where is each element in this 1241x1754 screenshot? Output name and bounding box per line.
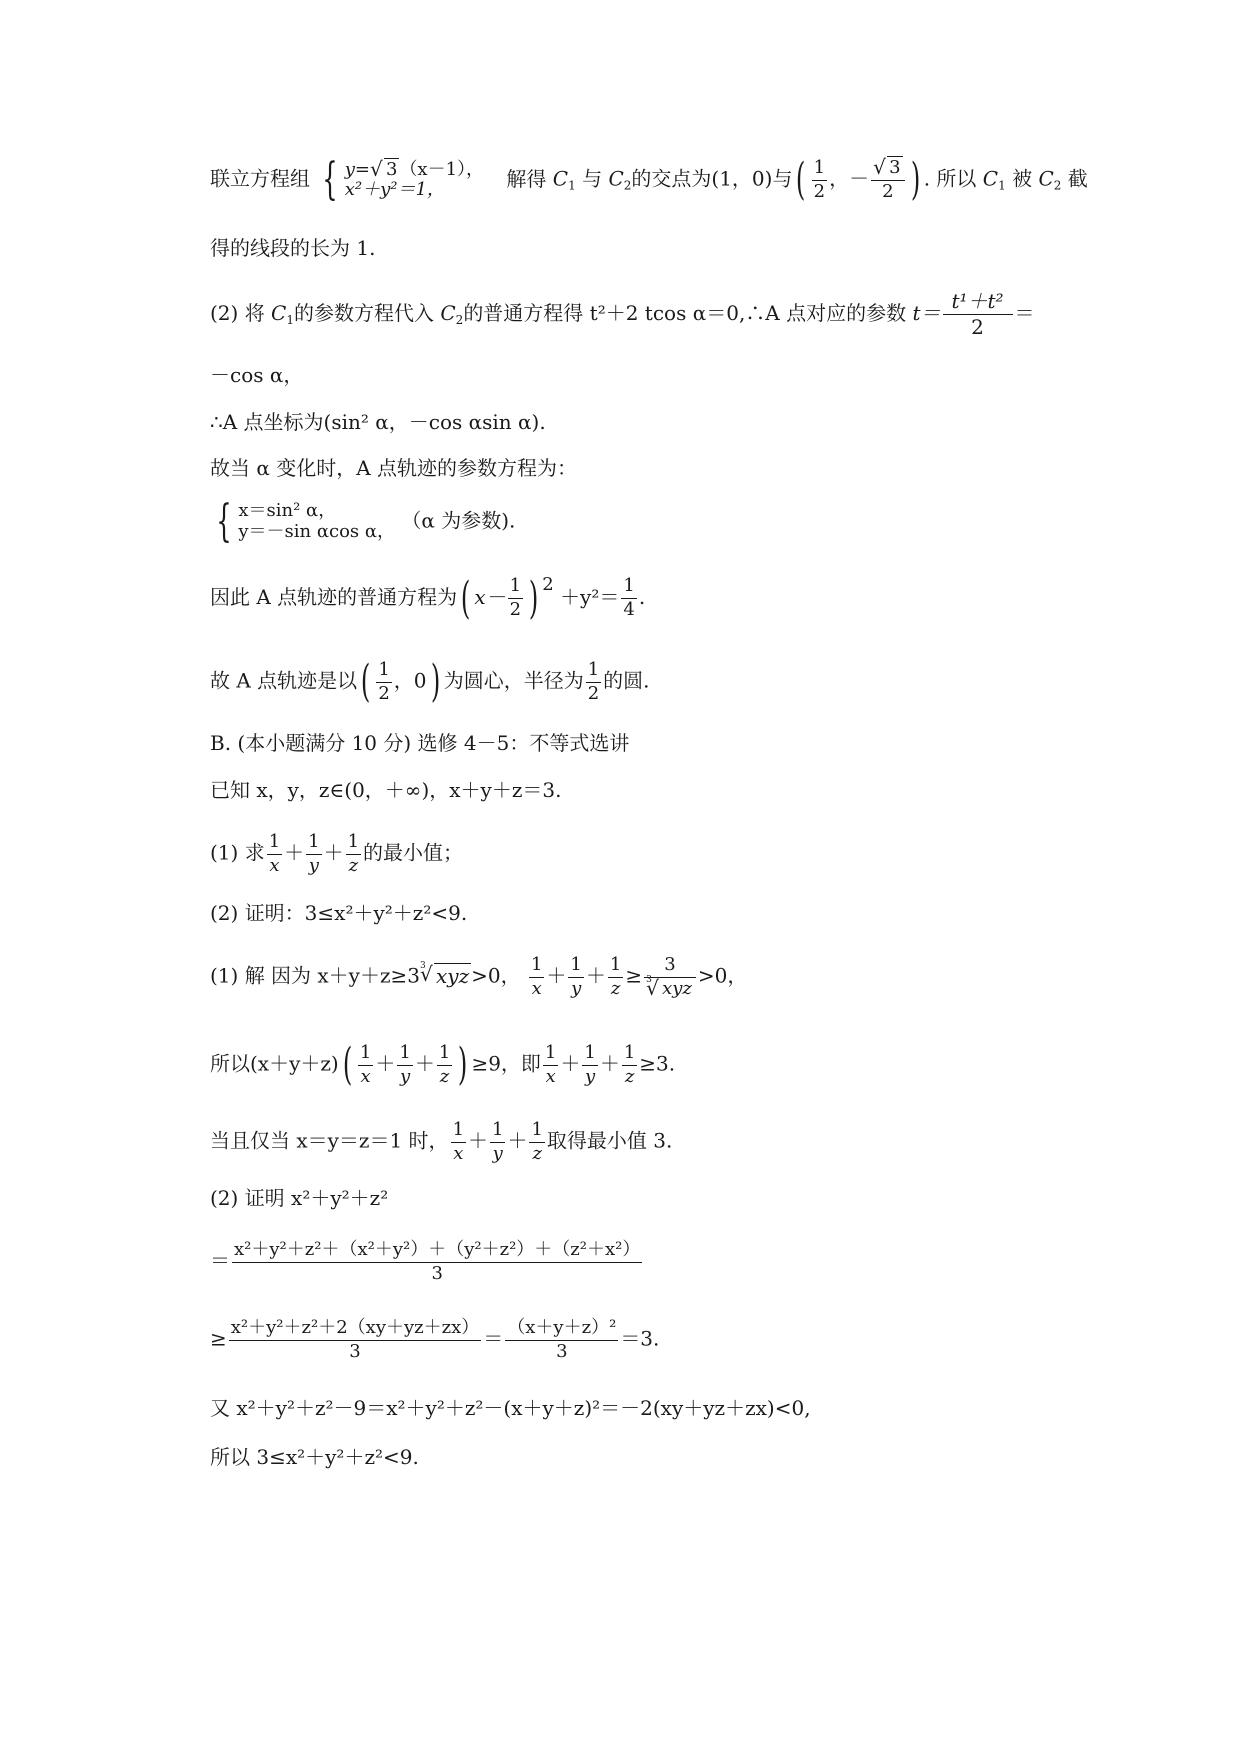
left-brace: { xyxy=(322,154,339,206)
text: 联立方程组 xyxy=(210,166,310,191)
line-4: －cos α， xyxy=(210,363,304,387)
line-21: 所以 3≤x²＋y²＋z²<9. xyxy=(210,1445,419,1469)
line-6: 故当 α 变化时，A 点轨迹的参数方程为： xyxy=(210,456,578,480)
line-8: 因此 A 点轨迹的普通方程为( x－ $\frac{1}{2}$ ) 2 ＋y²＝ $\frac{1}{4}$ . xyxy=(210,572,646,624)
line-14: (1) 解 因为 x＋y＋z≥3 √ 3 xyz >0， $\frac{1}{x}$ ＋ $\frac{1}{y}$ ＋ $\frac{1}{z}$ ≥ 3 √ 3 xyz >0， xyxy=(210,955,747,999)
line-5: ∴A 点坐标为(sin² α，－cos αsin α). xyxy=(210,410,546,434)
fraction: $\frac{\text{x²＋y²＋z²＋（x²＋y²）＋（y²＋z²）＋（z²＋x²）}}{3}$ xyxy=(234,1239,641,1284)
line-15: 所以(x＋y＋z)( $\frac{1}{x}$ ＋ $\frac{1}{y}$ ＋ $\frac{1}{z}$ ) ≥9，即 $\frac{1}{x}$ ＋ $\frac{1}{y}$ ＋ $\frac{1}{z}$ ≥3. xyxy=(210,1039,676,1091)
line-1: 联立方程组 { y=√ 3 （x－1）， x²＋y²＝1， 解得 $C_1$ 与 $C_2$的交点为(1，0)与( $\frac{1}{2}$ ，－ √ $\frac{3}{2}$ ) . 所以 $C_1$ 被 $C_2$ 截 xyxy=(210,158,1088,202)
line-7: { x＝sin² α， y＝－sin αcos α， （α 为参数). xyxy=(216,496,516,547)
line-3: (2) 将 $C_1$的参数方程代入 $C_2$的普通方程得 t²＋2 tcos α＝0,∴A 点对应的参数 t＝ $\frac{\text{t¹＋t²}}{2}$ ＝ xyxy=(210,289,1035,339)
line-18: ＝ $\frac{\text{x²＋y²＋z²＋（x²＋y²）＋（y²＋z²）＋（z²＋x²）}}{3}$ xyxy=(210,1239,641,1284)
sqrt: √ 3 xyxy=(370,160,399,181)
fraction: $\frac{1}{4}$ xyxy=(623,575,635,620)
fraction: √ $\frac{3}{2}$ xyxy=(871,158,904,202)
line-9: 故 A 点轨迹是以( $\frac{1}{2}$ ，0) 为圆心，半径为 $\frac{1}{2}$ 的圆. xyxy=(210,656,650,708)
line-2: 得的线段的长为 1. xyxy=(210,236,376,260)
left-brace: { xyxy=(216,496,232,547)
line-20: 又 x²＋y²＋z²－9＝x²＋y²＋z²－(x＋y＋z)²＝－2(xy＋yz＋zx)<0, xyxy=(210,1396,811,1420)
equation-system: y=√ 3 （x－1）， x²＋y²＝1， xyxy=(345,160,484,201)
fraction: $\frac{1}{2}$ xyxy=(813,157,826,202)
line-13: (2) 证明：3≤x²＋y²＋z²<9. xyxy=(210,901,468,925)
fraction: $\frac{\text{（x＋y＋z）²}}{3}$ xyxy=(507,1317,617,1362)
line-12: (1) 求 $\frac{1}{x}$ ＋ $\frac{1}{y}$ ＋ $\frac{1}{z}$ 的最小值； xyxy=(210,831,464,876)
line-11: 已知 x，y，z∈(0，＋∞)，x＋y＋z＝3. xyxy=(210,778,562,802)
fraction: $\frac{1}{2}$ xyxy=(509,575,522,620)
line-17: (2) 证明 x²＋y²＋z² xyxy=(210,1186,389,1210)
line-10: B. (本小题满分 10 分) 选修 4－5：不等式选讲 xyxy=(210,731,630,755)
fraction: $\frac{\text{x²＋y²＋z²＋2（xy＋yz＋zx）}}{3}$ xyxy=(230,1317,480,1362)
line-19: ≥ $\frac{\text{x²＋y²＋z²＋2（xy＋yz＋zx）}}{3}$ ＝ $\frac{\text{（x＋y＋z）²}}{3}$ ＝3. xyxy=(210,1317,660,1362)
fraction: $\frac{1}{2}$ xyxy=(587,659,600,704)
line-16: 当且仅当 x＝y＝z＝1 时， $\frac{1}{x}$ ＋ $\frac{1}{y}$ ＋ $\frac{1}{z}$ 取得最小值 3. xyxy=(210,1119,673,1164)
fraction: $\frac{1}{2}$ xyxy=(378,659,390,704)
equation-system: x＝sin² α， y＝－sin αcos α， xyxy=(238,500,396,542)
fraction: $\frac{\text{t¹＋t²}}{2}$ xyxy=(943,290,1013,339)
